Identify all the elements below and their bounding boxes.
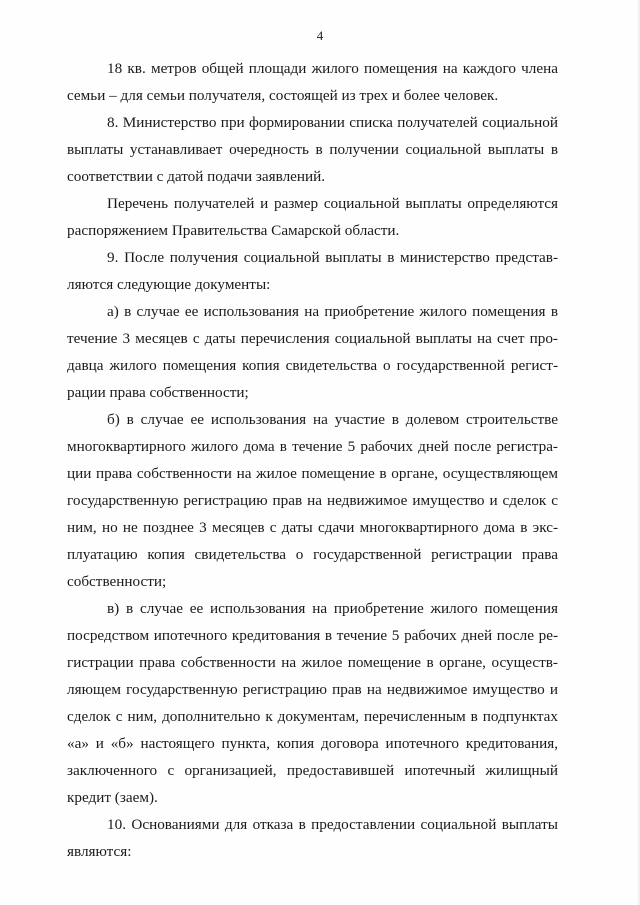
- text-line: выплаты устанавливает очередность в получении социальной выплаты в: [67, 141, 558, 158]
- text-line: 18 кв. метров общей площади жилого помещения на каждого члена: [107, 60, 558, 77]
- text-line: Перечень получателей и размер социальной выплаты определяются: [107, 195, 558, 212]
- text-line: 9. После получения социальной выплаты в министерство представ-: [107, 249, 558, 266]
- text-line: кредит (заем).: [67, 789, 158, 806]
- text-line: являются:: [67, 843, 132, 860]
- text-line: б) в случае ее использования на участие в долевом строительстве: [107, 411, 558, 428]
- text-line: а) в случае ее использования на приобретение жилого помещения в: [107, 303, 558, 320]
- page-number: 4: [316, 28, 324, 43]
- text-line: давца жилого помещения копия свидетельства о государственной регист-: [67, 357, 558, 374]
- text-line: собственности;: [67, 573, 167, 590]
- text-line: ляющем государственную регистрацию прав на недвижимое имущество и: [67, 681, 558, 698]
- text-line: сделок с ним, дополнительно к документам, перечисленным в подпунктах: [67, 708, 558, 725]
- text-line: 10. Основаниями для отказа в предоставлении социальной выплаты: [107, 816, 558, 833]
- text-line: заключенного с организацией, предоставившей ипотечный жилищный: [67, 762, 558, 779]
- text-line: государственную регистрацию прав на недвижимое имущество и сделок с: [67, 492, 558, 509]
- text-line: распоряжением Правительства Самарской области.: [67, 222, 400, 239]
- text-line: в) в случае ее использования на приобретение жилого помещения: [107, 600, 558, 617]
- text-line: течение 3 месяцев с даты перечисления социальной выплаты на счет про-: [67, 330, 558, 347]
- text-line: ляются следующие документы:: [67, 276, 271, 293]
- text-line: «а» и «б» настоящего пункта, копия договора ипотечного кредитования,: [67, 735, 558, 752]
- text-line: ции права собственности на жилое помещение в органе, осуществляющем: [67, 465, 558, 482]
- text-line: гистрации права собственности на жилое помещение в органе, осуществ-: [67, 654, 558, 671]
- text-line: посредством ипотечного кредитования в течение 5 рабочих дней после ре-: [67, 627, 558, 644]
- text-line: 8. Министерство при формировании списка получателей социальной: [107, 114, 558, 131]
- text-line: семьи – для семьи получателя, состоящей из трех и более человек.: [67, 87, 499, 104]
- text-line: плуатацию копия свидетельства о государственной регистрации права: [67, 546, 558, 563]
- text-line: рации права собственности;: [67, 384, 249, 401]
- text-line: многоквартирного жилого дома в течение 5 рабочих дней после регистра-: [67, 438, 558, 455]
- text-line: соответствии с датой подачи заявлений.: [67, 168, 326, 185]
- text-line: ним, но не позднее 3 месяцев с даты сдачи многоквартирного дома в экс-: [67, 519, 558, 536]
